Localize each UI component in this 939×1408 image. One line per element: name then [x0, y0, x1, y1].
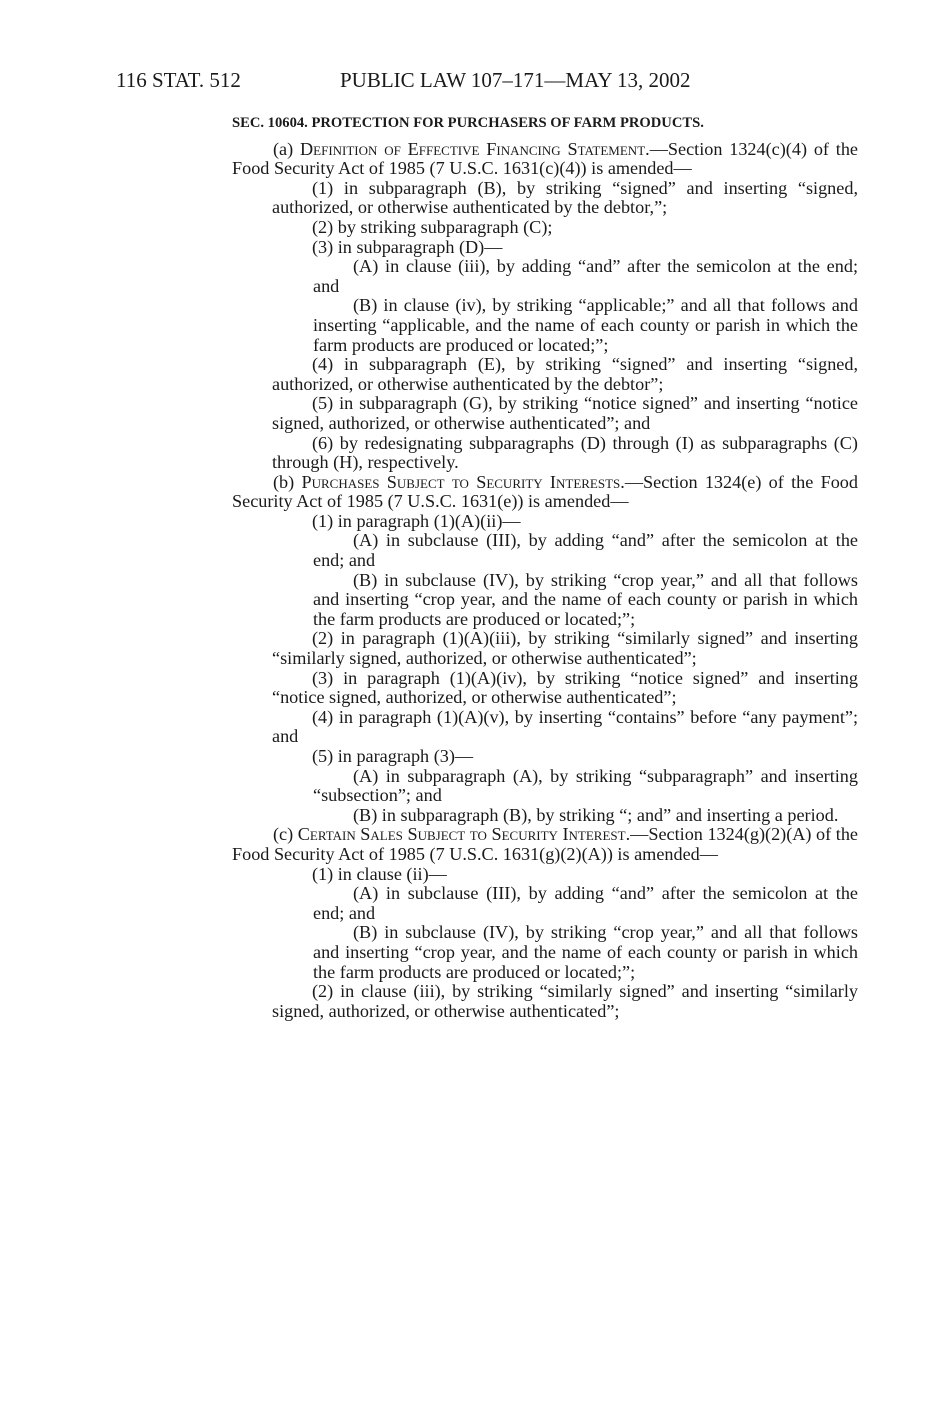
subparagraph-item: (B) in subparagraph (B), by striking “; and” and inserting a period.	[353, 804, 839, 825]
subsection-c-label: (c)	[273, 824, 298, 845]
paragraph-item: (4) in paragraph (1)(A)(v), by inserting “contains” before “any payment”; and	[272, 706, 858, 747]
subparagraph-item: (B) in subclause (IV), by striking “crop year,” and all that follows and inserting “crop year, and the name of each county or parish in which the farm products are produced or located;”;	[313, 922, 858, 982]
subparagraph-item: (A) in clause (iii), by adding “and” after the semicolon at the end; and	[313, 256, 858, 296]
paragraph-item: (3) in subparagraph (D)—	[312, 236, 503, 257]
subparagraph-item: (A) in subparagraph (A), by striking “subparagraph” and inserting “subsection”; and	[313, 765, 858, 806]
section-heading: SEC. 10604. PROTECTION FOR PURCHASERS OF FARM PRODUCTS.	[232, 115, 704, 131]
subparagraph-item: (A) in subclause (III), by adding “and” after the semicolon at the end; and	[313, 530, 858, 571]
subsection-a-caption: Definition of Effective Financing Statement	[300, 138, 646, 159]
paragraph-item: (2) in clause (iii), by striking “similarly signed” and inserting “similarly signed, authorized, or otherwise authenticated”;	[272, 981, 858, 1021]
document-body	[232, 114, 858, 1021]
paragraph-item: (2) by striking subparagraph (C);	[312, 216, 553, 237]
subsection-a-intro: .—Section 1324(c)(4) of the Food Security Act of 1985 (7 U.S.C. 1631(c)(4)) is amended—	[232, 138, 859, 179]
paragraph-item: (6) by redesignating subparagraphs (D) through (I) as subparagraphs (C) through (H), respectively.	[272, 432, 858, 473]
paragraph-item: (2) in paragraph (1)(A)(iii), by striking “similarly signed” and inserting “similarly signed, authorized, or otherwise authenticated”;	[272, 628, 858, 669]
subsection-b-label: (b)	[273, 471, 302, 492]
paragraph-item: (5) in subparagraph (G), by striking “notice signed” and inserting “notice signed, authorized, or otherwise authenticated”; and	[272, 393, 858, 433]
subsection-b	[232, 473, 858, 512]
page-reference: 116 STAT. 512	[116, 68, 241, 92]
paragraph-item: (4) in subparagraph (E), by striking “signed” and inserting “signed, authorized, or otherwise authenticated by the debtor”;	[272, 354, 858, 394]
subsection-c-intro: .—Section 1324(g)(2)(A) of the Food Security Act of 1985 (7 U.S.C. 1631(g)(2)(A)) is amended—	[232, 824, 858, 864]
subparagraph-item: (A) in subclause (III), by adding “and” after the semicolon at the end; and	[313, 883, 858, 923]
paragraph-item: (1) in subparagraph (B), by striking “signed” and inserting “signed, authorized, or otherwise authenticated by the debtor,”;	[272, 177, 858, 218]
subsection-b-intro: .—Section 1324(e) of the Food Security Act of 1985 (7 U.S.C. 1631(e)) is amended—	[232, 471, 858, 512]
running-head	[116, 66, 856, 94]
paragraph-item: (5) in paragraph (3)—	[312, 746, 474, 766]
paragraph-item: (1) in clause (ii)—	[312, 863, 447, 884]
paragraph-item: (1) in paragraph (1)(A)(ii)—	[312, 510, 521, 531]
subsection-a	[232, 140, 858, 179]
subsection-c-caption: Certain Sales Subject to Security Interest	[297, 824, 626, 845]
subsection-a-label: (a)	[273, 138, 301, 159]
subparagraph-item: (B) in subclause (IV), by striking “crop year,” and all that follows and inserting “crop year, and the name of each county or parish in which the farm products are produced or located;”;	[313, 569, 858, 629]
subsection-b-caption: Purchases Subject to Security Interests	[301, 471, 621, 492]
subparagraph-item: (B) in clause (iv), by striking “applicable;” and all that follows and inserting “applicable, and the name of each county or parish in which the farm products are produced or located;”;	[313, 295, 858, 355]
subsection-c	[232, 825, 858, 864]
law-reference: PUBLIC LAW 107–171—MAY 13, 2002	[340, 68, 691, 92]
paragraph-item: (3) in paragraph (1)(A)(iv), by striking “notice signed” and inserting “notice signed, authorized, or otherwise authenticated”;	[272, 667, 858, 708]
